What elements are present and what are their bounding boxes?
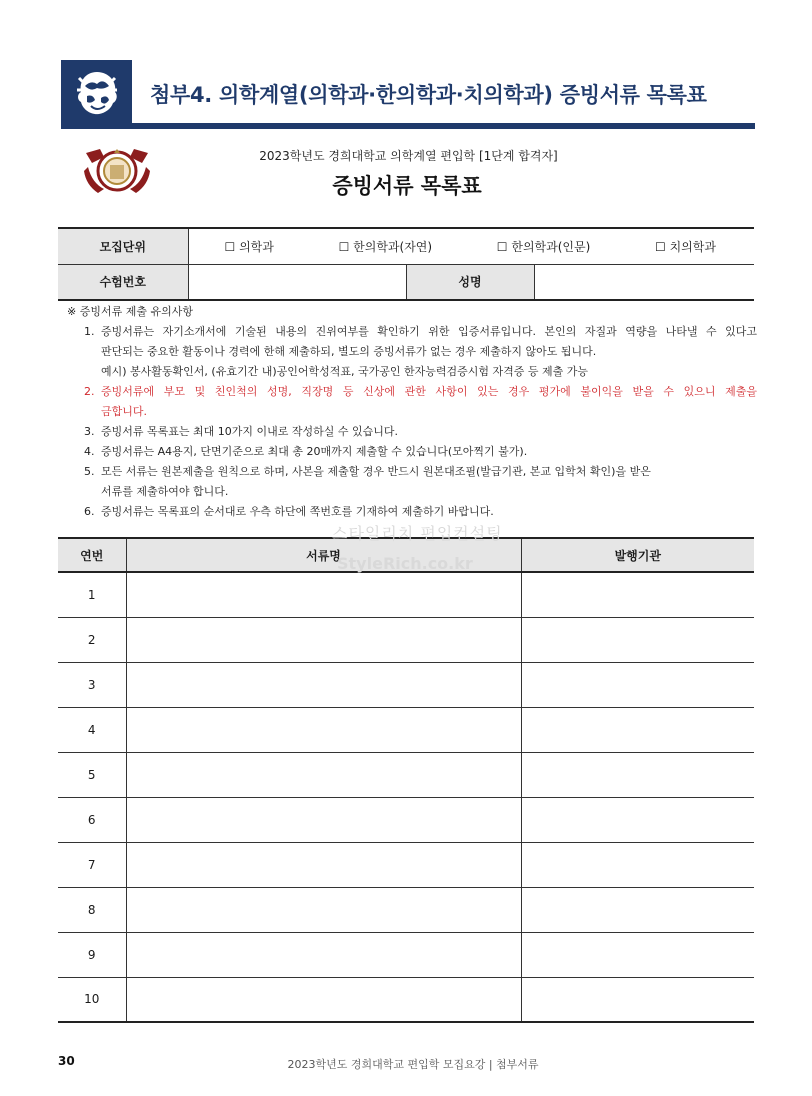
- table-row: [58, 887, 754, 932]
- row-number: 9: [58, 932, 126, 977]
- header-divider: [61, 123, 755, 129]
- row-number: 3: [58, 662, 126, 707]
- row-number: 6: [58, 797, 126, 842]
- table-row: [58, 662, 754, 707]
- option-korean-medicine-humanities[interactable]: ☐ 한의학과(인문): [496, 239, 591, 254]
- table-row: [58, 932, 754, 977]
- form-subtitle: 2023학년도 경희대학교 의학계열 편입학 [1단계 합격자]: [259, 149, 558, 163]
- row-number: 4: [58, 707, 126, 752]
- issuer-cell[interactable]: [521, 752, 754, 797]
- issuer-cell[interactable]: [521, 572, 754, 617]
- note-item: 6. 증빙서류는 목록표의 순서대로 우측 하단에 쪽번호를 기재하여 제출하기 바랍니다.: [84, 505, 494, 518]
- watermark-korean: 스타일리치 편입컨설팅: [332, 524, 503, 543]
- row-number: 8: [58, 887, 126, 932]
- name-field[interactable]: [534, 264, 754, 300]
- row-number: 2: [58, 617, 126, 662]
- issuer-cell[interactable]: [521, 797, 754, 842]
- col-header-doc-name: 서류명: [126, 538, 521, 572]
- note-item: 5. 모든 서류는 원본제출을 원칙으로 하며, 사본을 제출할 경우 반드시 원본대조필(발급기관, 본교 입학처 확인)을 받은 서류를 제출하여야 합니다.: [84, 465, 651, 498]
- note-item: 4. 증빙서류는 A4용지, 단면기준으로 최대 총 20매까지 제출할 수 있습니다(모아찍기 불가).: [84, 445, 528, 458]
- documents-table: [58, 537, 754, 1023]
- note-item: 1. 증빙서류는 자기소개서에 기술된 내용의 진위여부를 확인하기 위한 입증서류입니다. 본인의 자질과 역량을 나타낼 수 있다고 판단되는 중요한 활동이나 경력에 한해 제출하되, 별도의 증빙서류가 없는 경우 제출하지 않아도 됩니다. 예시) 봉사활동확인서, (유효기간 내)공인어학성적표, 국가공인 한자능력검증시험 자격증 등 제출 가능: [84, 325, 757, 378]
- issuer-cell[interactable]: [521, 932, 754, 977]
- unit-label: 모집단위: [58, 228, 188, 264]
- doc-name-cell[interactable]: [126, 977, 521, 1022]
- table-row: [58, 797, 754, 842]
- issuer-cell[interactable]: [521, 707, 754, 752]
- table-row: [58, 707, 754, 752]
- row-number: 7: [58, 842, 126, 887]
- applicant-info-table: [58, 227, 754, 301]
- doc-name-cell[interactable]: [126, 572, 521, 617]
- col-header-no: 연번: [58, 538, 126, 572]
- table-row: [58, 977, 754, 1022]
- doc-name-cell[interactable]: [126, 707, 521, 752]
- issuer-cell[interactable]: [521, 617, 754, 662]
- table-row: [58, 617, 754, 662]
- issuer-cell[interactable]: [521, 662, 754, 707]
- doc-name-cell[interactable]: [126, 842, 521, 887]
- unit-options: [188, 228, 754, 264]
- option-dentistry[interactable]: ☐ 치의학과: [655, 239, 716, 254]
- col-header-issuer: 발행기관: [521, 538, 754, 572]
- doc-name-cell[interactable]: [126, 752, 521, 797]
- footer-text: 2023학년도 경희대학교 편입학 모집요강 | 첨부서류: [287, 1058, 539, 1071]
- option-medicine[interactable]: ☐ 의학과: [224, 239, 274, 254]
- row-number: 10: [58, 977, 126, 1022]
- page-title: 첨부4. 의학계열(의학과·한의학과·치의학과) 증빙서류 목록표: [150, 83, 707, 107]
- issuer-cell[interactable]: [521, 842, 754, 887]
- doc-name-cell[interactable]: [126, 797, 521, 842]
- table-row: [58, 842, 754, 887]
- table-row: [58, 572, 754, 617]
- submission-notes: [67, 302, 757, 522]
- exam-no-field[interactable]: [188, 264, 406, 300]
- lion-emblem-icon: [61, 60, 132, 126]
- doc-name-cell[interactable]: [126, 617, 521, 662]
- table-row: [58, 752, 754, 797]
- form-title: 증빙서류 목록표: [332, 174, 482, 198]
- issuer-cell[interactable]: [521, 977, 754, 1022]
- row-number: 1: [58, 572, 126, 617]
- doc-name-cell[interactable]: [126, 932, 521, 977]
- doc-name-cell[interactable]: [126, 887, 521, 932]
- note-item-warning: 2. 증빙서류에 부모 및 친인척의 성명, 직장명 등 신상에 관한 사항이 있는 경우 평가에 불이익을 받을 수 있으니 제출을 금합니다.: [84, 385, 757, 418]
- exam-no-label: 수험번호: [58, 264, 188, 300]
- issuer-cell[interactable]: [521, 887, 754, 932]
- notes-heading: ※ 증빙서류 제출 유의사항: [67, 305, 193, 318]
- note-item: 3. 증빙서류 목록표는 최대 10가지 이내로 작성하실 수 있습니다.: [84, 425, 398, 438]
- watermark-url: StyleRich.co.kr: [337, 554, 473, 573]
- name-label: 성명: [406, 264, 534, 300]
- doc-name-cell[interactable]: [126, 662, 521, 707]
- option-korean-medicine-science[interactable]: ☐ 한의학과(자연): [338, 239, 433, 254]
- row-number: 5: [58, 752, 126, 797]
- page-number: 30: [58, 1054, 75, 1068]
